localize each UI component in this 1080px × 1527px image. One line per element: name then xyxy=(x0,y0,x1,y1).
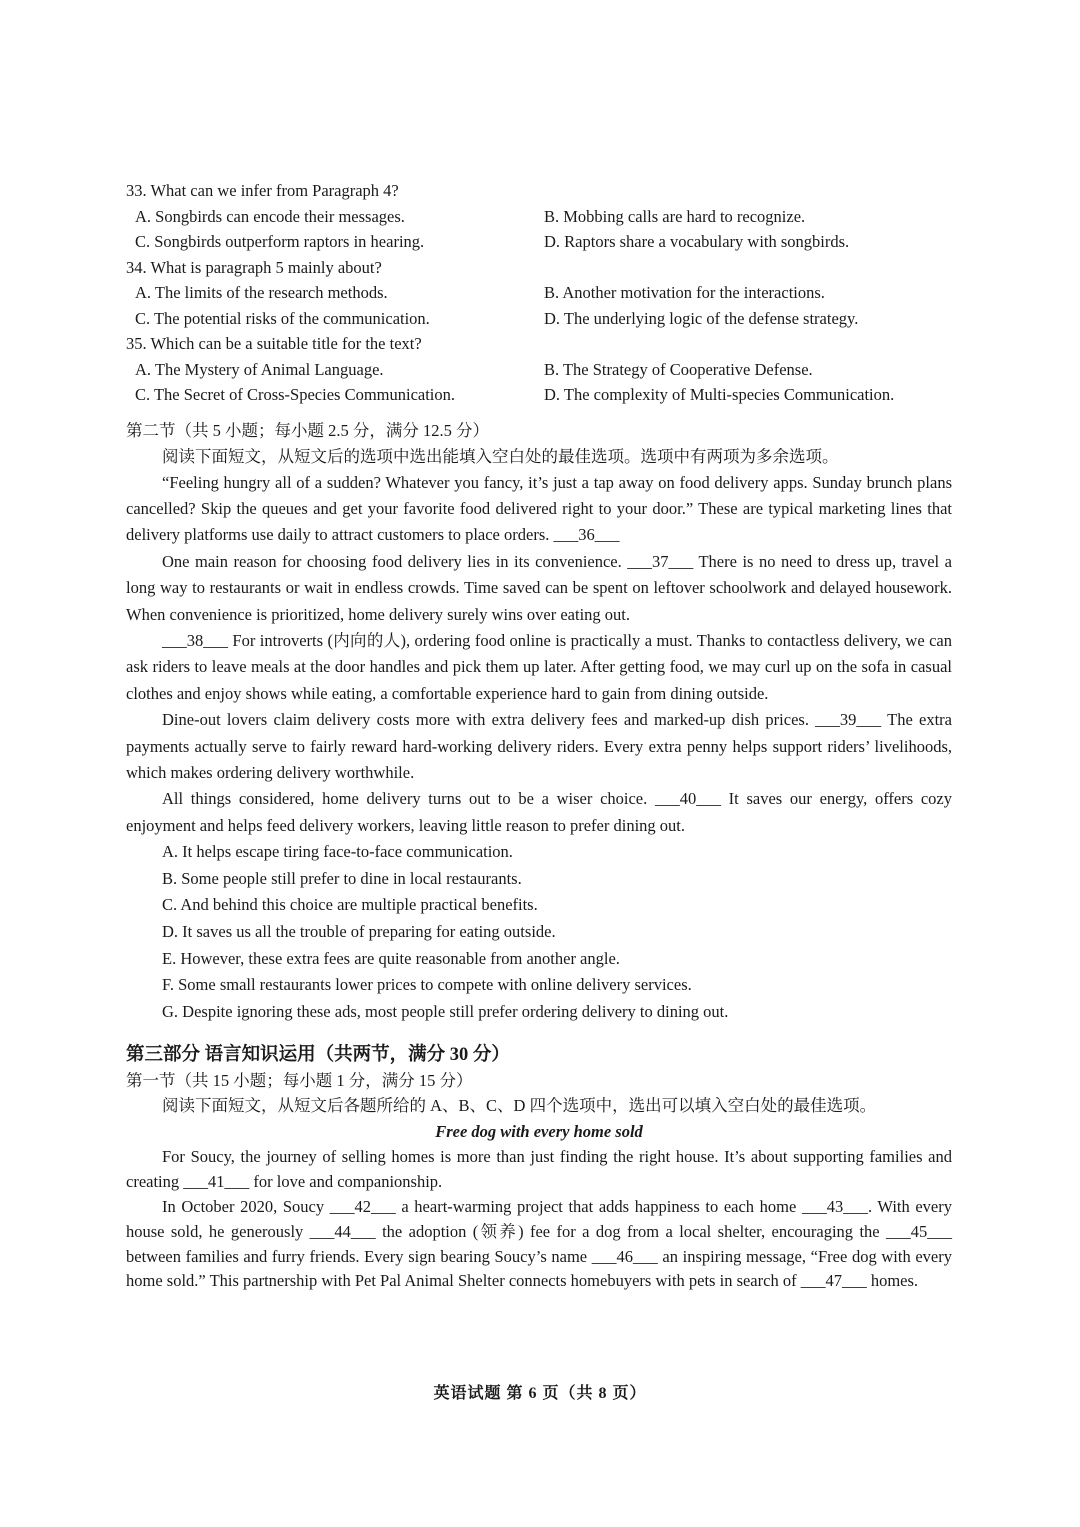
passage-paragraph: Dine-out lovers claim delivery costs more with extra delivery fees and marked-up dish prices. ___39___ The extra payments actually serve to fairly reward hard-working delivery riders. Every extra penny helps support riders’ livelihoods, which makes ordering delivery worthwhile. xyxy=(126,710,952,782)
passage-paragraph: In October 2020, Soucy ___42___ a heart-warming project that adds happiness to each home ___43___. With every house sold, he generously ___44___ the adoption (领养) fee for a dog from a local shelter, encouraging the ___45___ between families and furry friends. Every sign bearing Soucy’s name ___46___ an inspiring message, “Free dog with every home sold.” This partnership with Pet Pal Animal Shelter connects homebuyers with pets in search of ___47___ homes. xyxy=(126,1196,952,1291)
option-b: B. Mobbing calls are hard to recognize. xyxy=(544,206,806,226)
section-2-instruction: 阅读下面短文，从短文后的选项中选出能填入空白处的最佳选项。选项中有两项为多余选项。 xyxy=(162,446,839,466)
question-33 xyxy=(126,178,952,255)
passage-title: Free dog with every home sold xyxy=(435,1122,643,1142)
part-3-instruction: 阅读下面短文，从短文后各题所给的 A、B、C、D 四个选项中，选出可以填入空白处的最佳选项。 xyxy=(162,1096,877,1116)
option-b: B. The Strategy of Cooperative Defense. xyxy=(544,359,813,379)
question-stem: 33. What can we infer from Paragraph 4? xyxy=(126,181,399,200)
choice-item: E. However, these extra fees are quite reasonable from another angle. xyxy=(162,948,620,968)
option-a: A. The limits of the research methods. xyxy=(135,283,388,302)
option-a: A. The Mystery of Animal Language. xyxy=(135,359,384,379)
exam-page xyxy=(126,178,952,1294)
question-34 xyxy=(126,255,952,332)
option-d: D. The complexity of Multi-species Communication. xyxy=(544,385,895,404)
question-35 xyxy=(126,331,952,408)
page-footer: 英语试题 第 6 页（共 8 页） xyxy=(433,1385,647,1402)
option-c: C. Songbirds outperform raptors in hearing. xyxy=(135,232,425,251)
passage-paragraph: One main reason for choosing food delivery lies in its convenience. ___37___ There is no need to dress up, travel a long way to restaurants or wait in endless crowds. Time saved can be spent on leftover schoolwork and delayed housework. When convenience is prioritized, home delivery surely wins over eating out. xyxy=(126,551,952,624)
option-c: C. The potential risks of the communication. xyxy=(135,308,430,328)
passage-paragraph: For Soucy, the journey of selling homes is more than just finding the right house. It’s about supporting families and creating ___41___ for love and companionship. xyxy=(126,1147,952,1192)
option-c: C. The Secret of Cross-Species Communication. xyxy=(135,385,456,404)
question-stem: 35. Which can be a suitable title for the text? xyxy=(126,334,422,353)
question-stem: 34. What is paragraph 5 mainly about? xyxy=(126,257,382,277)
option-d: D. The underlying logic of the defense strategy. xyxy=(544,308,859,328)
part-3-heading: 第三部分 语言知识运用（共两节，满分 30 分） xyxy=(126,1045,510,1066)
choice-item: F. Some small restaurants lower prices to compete with online delivery services. xyxy=(162,975,692,995)
passage-paragraph: “Feeling hungry all of a sudden? Whatever you fancy, it’s just a tap away on food delivery apps. Sunday brunch plans cancelled? Skip the queues and get your favorite food delivered right to your door.” These are typical marketing lines that delivery platforms use daily to attract customers to place orders. ___36___ xyxy=(126,472,952,545)
passage-paragraph: All things considered, home delivery turns out to be a wiser choice. ___40___ It saves our energy, offers cozy enjoyment and helps feed delivery workers, leaving little reason to prefer dining out. xyxy=(126,789,952,835)
choice-item: C. And behind this choice are multiple practical benefits. xyxy=(162,895,538,915)
passage-paragraph: ___38___ For introverts (内向的人), ordering food online is practically a must. Thanks to contactless delivery, we can ask riders to leave meals at the door handles and pick them up later. After getting food, we may curl up on the sofa in casual clothes and enjoy shows while eating, a comfortable experience hard to gain from dining outside. xyxy=(126,630,952,703)
choice-item: D. It saves us all the trouble of preparing for eating outside. xyxy=(162,921,556,941)
option-d: D. Raptors share a vocabulary with songbirds. xyxy=(544,232,850,251)
part-3-section-heading: 第一节（共 15 小题；每小题 1 分，满分 15 分） xyxy=(126,1071,473,1091)
option-a: A. Songbirds can encode their messages. xyxy=(135,206,405,226)
choice-item: G. Despite ignoring these ads, most people still prefer ordering delivery to dining out. xyxy=(162,1001,729,1021)
choice-item: A. It helps escape tiring face-to-face communication. xyxy=(162,842,513,862)
choice-item: B. Some people still prefer to dine in local restaurants. xyxy=(162,868,522,888)
section-2-heading: 第二节（共 5 小题；每小题 2.5 分，满分 12.5 分） xyxy=(126,420,489,440)
choice-list xyxy=(126,839,952,1025)
option-b: B. Another motivation for the interactions. xyxy=(544,283,825,302)
